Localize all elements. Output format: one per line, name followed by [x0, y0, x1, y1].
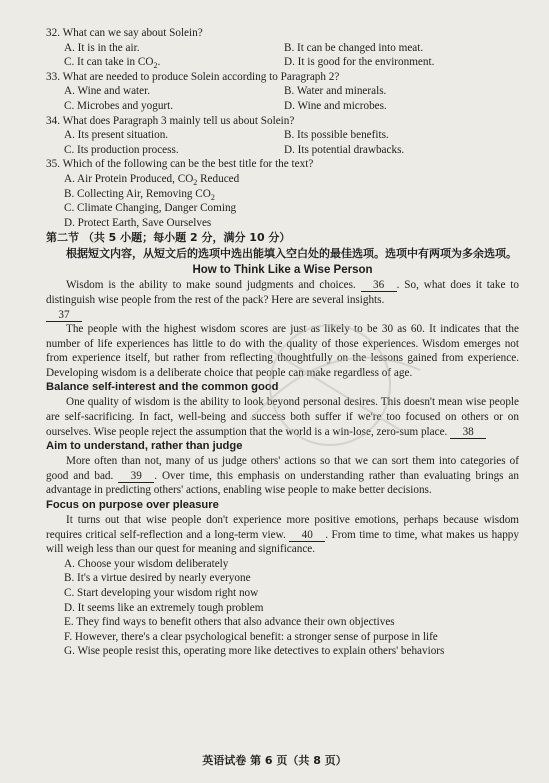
- question-34-options-row1: [46, 128, 519, 143]
- question-34-stem: 34. What does Paragraph 3 mainly tell us about Solein?: [46, 114, 295, 127]
- blank-37-line: [46, 308, 519, 323]
- subheading-purpose: Focus on purpose over pleasure: [46, 499, 219, 512]
- option[interactable]: D. Its potential drawbacks.: [284, 143, 405, 156]
- blank-40[interactable]: 40: [289, 529, 325, 542]
- option[interactable]: A. Its present situation.: [64, 129, 169, 142]
- passage-paragraph-4: More often than not, many of us judge others' actions so that we can sort them into categories of good and bad. 39 . Over time, this emphasis on understanding rather than evaluating brings an advantage in predicting others' actions, enabling wise people to make better decisions.: [46, 455, 519, 497]
- blank-36[interactable]: 36: [361, 279, 397, 292]
- choice-g[interactable]: G. Wise people resist this, operating more like detectives to explain others' behaviors: [64, 645, 445, 658]
- option[interactable]: C. Climate Changing, Danger Coming: [64, 202, 237, 215]
- page-footer: 英语试卷 第 6 页（共 8 页）: [202, 754, 347, 767]
- choice-a[interactable]: A. Choose your wisdom deliberately: [64, 557, 229, 570]
- option[interactable]: B. Its possible benefits.: [284, 129, 389, 142]
- blank-37[interactable]: 37: [46, 309, 82, 322]
- question-33-options-row1: [46, 84, 519, 99]
- option[interactable]: D. Protect Earth, Save Ourselves: [64, 216, 212, 229]
- subheading-balance: Balance self-interest and the common good: [46, 381, 279, 394]
- choice-b[interactable]: B. It's a virtue desired by nearly everyone: [64, 572, 251, 585]
- subheading-understand: Aim to understand, rather than judge: [46, 440, 243, 453]
- passage-paragraph-5: It turns out that wise people don't experience more positive emotions, perhaps because wisdom requires critical self-reflection and a long-term view. 40 . From time to time, what makes us happy will weigh less than our quest for meaning and significance.: [46, 514, 519, 556]
- question-32-options-row1: [46, 41, 519, 56]
- option[interactable]: A. Air Protein Produced, $CO_2$ Reduced: [64, 172, 240, 188]
- choice-f[interactable]: F. However, there's a clear psychological benefit: a stronger sense of purpose in life: [64, 630, 438, 643]
- option[interactable]: D. It is good for the environment.: [284, 56, 435, 69]
- section-header: 第二节 （共 5 小题；每小题 2 分，满分 10 分）: [46, 231, 291, 245]
- choice-d[interactable]: D. It seems like an extremely tough problem: [64, 601, 264, 614]
- choice-c[interactable]: C. Start developing your wisdom right now: [64, 587, 259, 599]
- passage-paragraph-2: The people with the highest wisdom scores are just as likely to be 30 as 60. It indicates that the number of life experiences has little to do with the quality of those experiences. Wisdom emerges not from experience itself, but rather from reflecting thoughtfully on the lessons gained from experience. Developing wisdom is a deliberate choice that people can make regardless of age.: [46, 323, 519, 379]
- section-instruction: 根据短文内容，从短文后的选项中选出能填入空白处的最佳选项。选项中有两项为多余选项。: [66, 246, 517, 260]
- option[interactable]: B. It can be changed into meat.: [284, 41, 424, 54]
- blank-39[interactable]: 39: [118, 470, 154, 483]
- question-33-options-row2: [46, 99, 519, 114]
- option[interactable]: D. Wine and microbes.: [284, 99, 387, 112]
- question-32-options-row2: [46, 55, 519, 70]
- option[interactable]: B. Water and minerals.: [284, 85, 387, 98]
- question-33-stem: 33. What are needed to produce Solein according to Paragraph 2?: [46, 70, 340, 83]
- option[interactable]: A. It is in the air.: [64, 41, 140, 54]
- question-35-stem: 35. Which of the following can be the best title for the text?: [46, 158, 314, 171]
- passage-paragraph-3: One quality of wisdom is the ability to look beyond personal desires. This doesn't mean wise people are self-sacrificing. In fact, well-being and success both suffer if we're too focused on others or on ourselves. Wise people reject the assumption that the world is a win-lose, zero-sum place. 38: [46, 396, 519, 438]
- blank-38[interactable]: 38: [450, 426, 486, 439]
- option[interactable]: B. Collecting Air, Removing $CO_2$: [64, 187, 215, 202]
- option[interactable]: C. Its production process.: [64, 143, 179, 156]
- option[interactable]: C. Microbes and yogurt.: [64, 99, 174, 112]
- passage-paragraph-1: Wisdom is the ability to make sound judgments and choices. 36 . So, what does it take to distinguish wise people from the rest of the pack? Here are several insights.: [46, 279, 520, 306]
- question-32-stem: 32. What can we say about Solein?: [46, 27, 203, 39]
- option[interactable]: A. Wine and water.: [64, 85, 151, 98]
- choice-e[interactable]: E. They find ways to benefit others that also advance their own objectives: [64, 616, 395, 629]
- question-34-options-row2: [46, 143, 519, 158]
- option[interactable]: C. It can take in $CO_2$.: [64, 56, 161, 71]
- passage-title: How to Think Like a Wise Person: [192, 264, 373, 277]
